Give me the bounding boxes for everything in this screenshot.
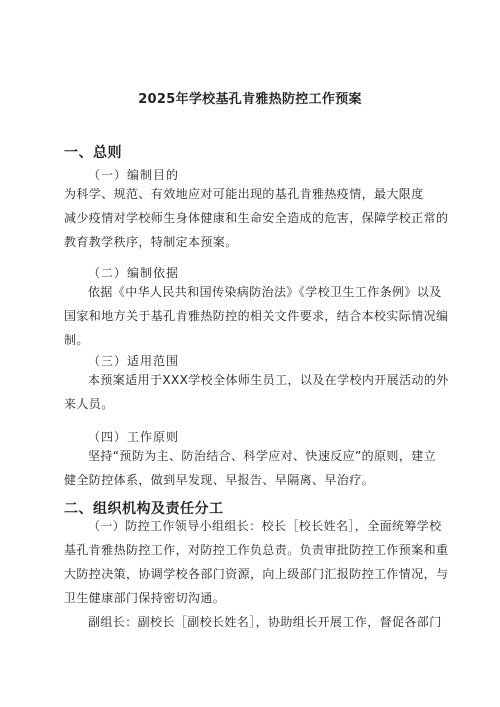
paragraph-deputy	[64, 610, 454, 634]
subheading-scope: （三）适用范围	[88, 354, 180, 368]
subheading-principles: （四）工作原则	[88, 430, 180, 444]
paragraph-scope	[64, 368, 454, 416]
paragraph-line: 卫生健康部门保持密切沟通。	[64, 591, 226, 605]
section-heading-general: 一、总则	[64, 145, 122, 161]
paragraph-line: （一）防控工作领导小组组长：校长［校长姓名］，全面统筹学校	[88, 519, 442, 533]
paragraph-line: 依据《中华人民共和国传染病防治法》《学校卫生工作条例》以及	[88, 285, 442, 299]
paragraph-line: 为科学、规范、有效地应对可能出现的基孔肯雅热疫情，最大限度	[64, 187, 424, 201]
paragraph-principles	[64, 444, 454, 492]
paragraph-line: 本预案适用于XXX学校全体师生员工，以及在学校内开展活动的外	[88, 373, 449, 387]
paragraph-line: 大防控决策，协调学校各部门资源，向上级部门汇报防控工作情况，与	[64, 567, 449, 581]
paragraph-line: 健全防控体系，做到早发现、早报告、早隔离、早治疗。	[64, 473, 375, 487]
paragraph-leadership	[64, 514, 454, 610]
paragraph-line: 来人员。	[64, 397, 114, 411]
section-heading-organization: 二、组织机构及责任分工	[64, 501, 224, 517]
paragraph-basis	[64, 280, 454, 352]
paragraph-line: 制。	[64, 333, 89, 347]
subheading-purpose: （一）编制目的	[88, 168, 180, 182]
subheading-basis: （二）编制依据	[88, 266, 180, 280]
paragraph-purpose	[64, 182, 454, 254]
paragraph-line: 坚持“预防为主、防治结合、科学应对、快速反应”的原则，建立	[88, 449, 437, 463]
paragraph-line: 基孔肯雅热防控工作，对防控工作负总责。负责审批防控工作预案和重	[64, 543, 449, 557]
paragraph-line: 减少疫情对学校师生身体健康和生命安全造成的危害，保障学校正常的	[64, 211, 449, 225]
paragraph-line: 副组长：副校长［副校长姓名］，协助组长开展工作，督促各部门	[88, 615, 442, 629]
paragraph-line: 国家和地方关于基孔肯雅热防控的相关文件要求，结合本校实际情况编	[64, 309, 449, 323]
document-title: 2025年学校基孔肯雅热防控工作预案	[138, 92, 362, 107]
paragraph-line: 教育教学秩序，特制定本预案。	[64, 235, 238, 249]
